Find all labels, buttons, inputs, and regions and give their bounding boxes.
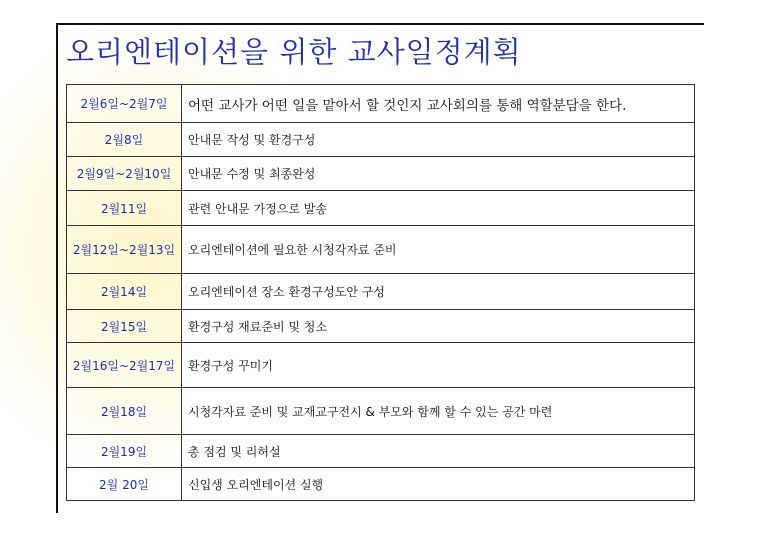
task-cell: 신입생 오리엔테이션 실행 (182, 468, 695, 501)
table-row (67, 191, 695, 226)
task-cell: 안내문 작성 및 환경구성 (182, 123, 695, 157)
date-cell: 2월 20일 (67, 468, 182, 501)
table-row (67, 226, 695, 274)
date-cell: 2월12일~2월13일 (67, 226, 182, 274)
date-cell: 2월19일 (67, 435, 182, 468)
task-cell: 어떤 교사가 어떤 일을 맡아서 할 것인지 교사회의를 통해 역할분담을 한다. (182, 85, 695, 123)
date-cell: 2월16일~2월17일 (67, 343, 182, 388)
table-row (67, 274, 695, 310)
table-row (67, 435, 695, 468)
date-cell: 2월11일 (67, 191, 182, 226)
task-cell: 총 점검 및 리허설 (182, 435, 695, 468)
date-cell: 2월15일 (67, 310, 182, 343)
task-cell: 시청각자료 준비 및 교재교구전시 & 부모와 함께 할 수 있는 공간 마련 (182, 388, 695, 435)
table-row (67, 310, 695, 343)
schedule-table (66, 84, 695, 501)
left-rule (56, 23, 58, 513)
date-cell: 2월8일 (67, 123, 182, 157)
table-row (67, 157, 695, 191)
table-row (67, 388, 695, 435)
date-cell: 2월6일~2월7일 (67, 85, 182, 123)
table-row (67, 468, 695, 501)
top-rule (56, 23, 704, 25)
task-cell: 환경구성 꾸미기 (182, 343, 695, 388)
table-row (67, 85, 695, 123)
date-cell: 2월9일~2월10일 (67, 157, 182, 191)
task-cell: 환경구성 재료준비 및 청소 (182, 310, 695, 343)
table-row (67, 123, 695, 157)
task-cell: 안내문 수정 및 최종완성 (182, 157, 695, 191)
page-title: 오리엔테이션을 위한 교사일정계획 (66, 35, 522, 69)
date-cell: 2월18일 (67, 388, 182, 435)
task-cell: 오리엔테이션 장소 환경구성도안 구성 (182, 274, 695, 310)
task-cell: 오리엔테이션에 필요한 시청각자료 준비 (182, 226, 695, 274)
task-cell: 관련 안내문 가정으로 발송 (182, 191, 695, 226)
table-row (67, 343, 695, 388)
date-cell: 2월14일 (67, 274, 182, 310)
